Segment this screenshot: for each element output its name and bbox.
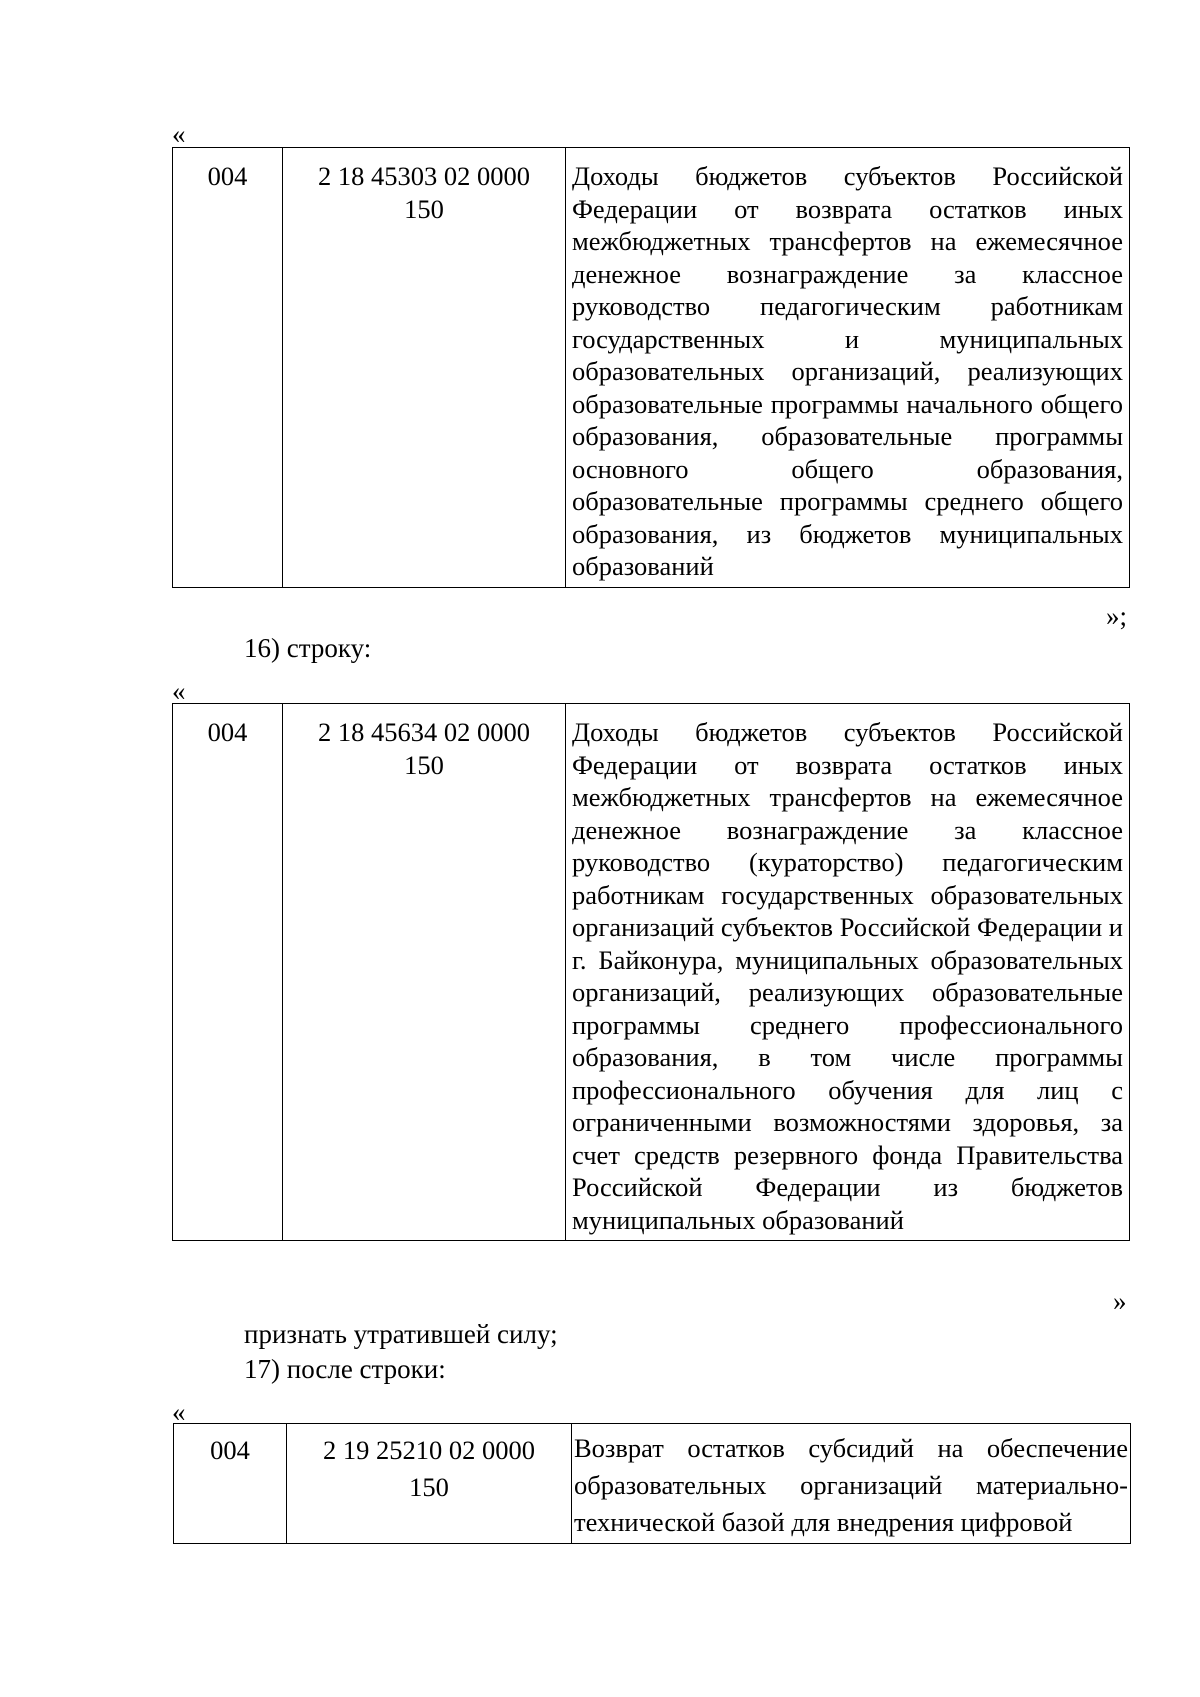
table-row-block-2 xyxy=(172,703,1130,1241)
kbk-code-cell: 2 19 25210 02 0000 150 xyxy=(287,1424,572,1544)
paragraph-item-17: 17) после строки: xyxy=(244,1354,446,1384)
kbk-code-cell: 2 18 45634 02 0000 150 xyxy=(283,704,566,1241)
admin-code-cell: 004 xyxy=(174,1424,287,1544)
table-row xyxy=(173,704,1130,1241)
description-cell: Доходы бюджетов субъектов Российской Федерации от возврата остатков иных межбюджетных трансфертов на ежемесячное денежное вознаграждение за классное руководство (кураторство) педагогическим работникам государственных образовательных организаций субъектов Российской Федерации и г. Байконура, муниципальных образовательных организаций, реализующих образовательные программы среднего профессионального образования, в том числе программы профессионального обучения для лиц с ограниченными возможностями здоровья, за счет средств резервного фонда Правительства Российской Федерации из бюджетов муниципальных образований xyxy=(566,704,1130,1241)
table-row-block-3 xyxy=(173,1423,1131,1544)
description-cell: Доходы бюджетов субъектов Российской Федерации от возврата остатков иных межбюджетных трансфертов на ежемесячное денежное вознаграждение за классное руководство педагогическим работникам государственных и муниципальных образовательных организаций, реализующих образовательные программы начального общего образования, образовательные программы основного общего образования, образовательные программы среднего общего образования, из бюджетов муниципальных образований xyxy=(566,148,1130,588)
close-quote-2: » xyxy=(1113,1286,1127,1316)
open-quote-1: « xyxy=(172,119,186,149)
open-quote-3: « xyxy=(172,1397,186,1427)
table-row-block-1 xyxy=(172,147,1130,588)
admin-code-cell: 004 xyxy=(173,704,283,1241)
table-row xyxy=(173,148,1130,588)
description-cell: Возврат остатков субсидий на обеспечение образовательных организаций материально-технической базой для внедрения цифровой xyxy=(572,1424,1131,1544)
table-row xyxy=(174,1424,1131,1544)
close-quote-1: »; xyxy=(1106,601,1128,631)
paragraph-declared-invalid: признать утратившей силу; xyxy=(244,1319,558,1349)
admin-code-cell: 004 xyxy=(173,148,283,588)
kbk-code-cell: 2 18 45303 02 0000 150 xyxy=(283,148,566,588)
paragraph-item-16: 16) строку: xyxy=(244,633,372,663)
open-quote-2: « xyxy=(172,676,186,706)
